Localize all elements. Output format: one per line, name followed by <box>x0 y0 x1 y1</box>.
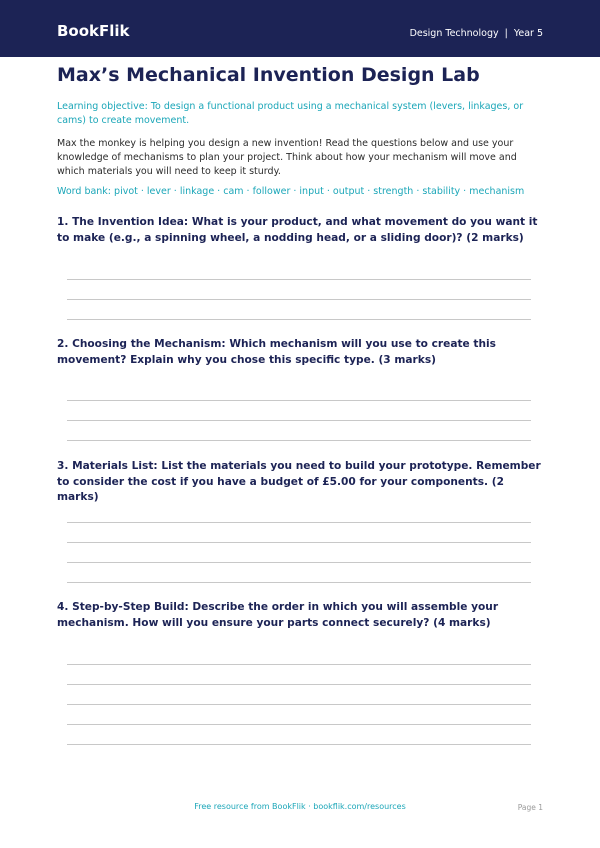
word-bank: Word bank: pivot · lever · linkage · cam · follower · input · output · strength · stability · mechanism <box>57 186 525 197</box>
intro-paragraph: Max the monkey is helping you design a new invention! Read the questions below and use your knowledge of mechanisms to plan your project. Think about how your mechanism will move and which materials you will need to keep it sturdy. <box>57 138 517 177</box>
page-header <box>0 0 600 57</box>
answer-line[interactable] <box>67 522 531 523</box>
footer-resource-link[interactable]: Free resource from BookFlik · bookflik.com/resources <box>194 802 406 811</box>
page-number: Page 1 <box>517 803 543 812</box>
answer-line[interactable] <box>67 400 531 401</box>
answer-line[interactable] <box>67 664 531 665</box>
subject-label <box>410 28 543 39</box>
year-label: Year 5 <box>513 28 543 39</box>
subject-name: Design Technology <box>409 28 499 39</box>
subject-separator: | <box>504 28 508 39</box>
learning-objective: Learning objective: To design a functional product using a mechanical system (levers, linkages, or cams) to create movement. <box>57 101 524 126</box>
answer-line[interactable] <box>67 704 531 705</box>
answer-line[interactable] <box>67 279 531 280</box>
answer-line[interactable] <box>67 684 531 685</box>
answer-line[interactable] <box>67 319 531 320</box>
answer-line[interactable] <box>67 744 531 745</box>
answer-line[interactable] <box>67 562 531 563</box>
question-1: 1. The Invention Idea: What is your product, and what movement do you want it to make (e.g., a spinning wheel, a nodding head, or a sliding door)? (2 marks) <box>57 216 538 244</box>
question-4: 4. Step-by-Step Build: Describe the order in which you will assemble your mechanism. How will you ensure your parts connect securely? (4 marks) <box>57 601 499 629</box>
answer-line[interactable] <box>67 420 531 421</box>
page-title: Max’s Mechanical Invention Design Lab <box>57 64 480 86</box>
answer-line[interactable] <box>67 299 531 300</box>
question-2: 2. Choosing the Mechanism: Which mechanism will you use to create this movement? Explain why you chose this specific type. (3 marks) <box>57 338 496 366</box>
answer-line[interactable] <box>67 724 531 725</box>
answer-line[interactable] <box>67 542 531 543</box>
brand-logo: BookFlik <box>57 22 130 40</box>
answer-line[interactable] <box>67 440 531 441</box>
question-3: 3. Materials List: List the materials you need to build your prototype. Remember to consider the cost if you have a budget of £5.00 for your components. (2 marks) <box>57 460 541 503</box>
answer-line[interactable] <box>67 582 531 583</box>
